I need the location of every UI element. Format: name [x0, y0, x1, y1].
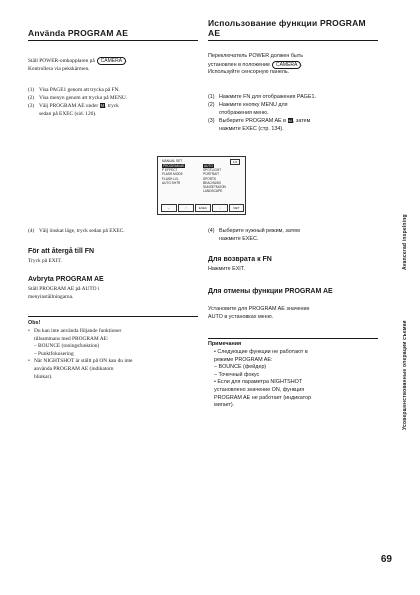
right-sub-cancel-line1: Установите для PROGRAM AE значение	[208, 306, 310, 312]
lcd-item[interactable]: AUTO SHTR	[162, 180, 181, 185]
lcd-item[interactable]: FLASH MODE	[162, 172, 183, 177]
left-note-line: tillsammans med PROGRAM AE:	[34, 335, 109, 342]
right-step-3-num: (3)	[208, 118, 215, 124]
lcd-options	[203, 164, 226, 193]
lcd-page-tag: 1/3	[230, 159, 240, 165]
left-step-3-num: (3)	[28, 103, 35, 109]
left-note-rule	[28, 316, 198, 317]
right-note-line: • Если для параметра NIGHTSHOT	[214, 379, 303, 386]
right-note-rule	[208, 338, 378, 339]
left-note-line: – Punktfokusering	[34, 350, 74, 357]
left-note-line: – BOUNCE (toningsfunktion)	[34, 343, 100, 350]
right-intro-line1: Переключатель POWER должен быть	[208, 53, 304, 59]
lcd-item[interactable]: FLASH LVL	[162, 176, 179, 181]
right-sub-cancel: Для отмены функции PROGRAM AE	[208, 288, 333, 295]
lcd-back-button[interactable]: ←	[161, 204, 177, 212]
right-step-3-text	[219, 118, 310, 126]
left-notes: • Du kan inte använda följande funktioner tillsammans med PROGRAM AE: – BOUNCE (toningsfunktion) – Punktfokusering • När NIGHTSHOT är ställt på ON kan du inte använda PROGRAM AE (indikatorn blinkar).	[28, 328, 133, 380]
left-sub-return-fn-text: Tryck på EXIT.	[28, 258, 62, 264]
left-note-title: Obs!	[28, 320, 41, 326]
left-step-4-text: Välj önskat läge, tryck sedan på EXEC.	[39, 228, 125, 234]
manual-set-menu-icon: M	[288, 118, 292, 124]
left-step-2-text: Visa menyn genom att trycka på MENU.	[39, 95, 128, 101]
lcd-option[interactable]: BEACH&SKI	[203, 180, 222, 185]
page-number: 69	[380, 554, 392, 565]
right-note-line: PROGRAM AE не работает (индикатор	[214, 394, 312, 401]
right-step-3-cont-text: нажмите EXEC (стр. 134).	[219, 126, 284, 132]
left-sub-cancel-line2: menyinställningarna.	[28, 293, 74, 300]
right-intro-line2: установлен в положение	[208, 61, 270, 68]
side-tab-russian: Усовершенствованные операции съемки	[402, 320, 408, 430]
right-step-3-text-a: Выберите PROGRAM AE в	[219, 118, 287, 124]
right-step-1-num: (1)	[208, 94, 215, 100]
right-note-line: установлено значение ON, функция	[214, 386, 305, 393]
left-step-1-num: (1)	[28, 87, 35, 93]
left-note-line: När NIGHTSHOT är ställt på ON kan du inte	[34, 358, 133, 365]
lcd-button-row	[161, 204, 242, 211]
side-tab-swedish: Avancerad inspelning	[402, 214, 408, 270]
right-note-line: режиме PROGRAM AE:	[214, 356, 273, 363]
lcd-option-auto[interactable]: AUTO	[204, 164, 213, 168]
left-step-4-num: (4)	[28, 228, 35, 234]
left-sub-cancel-text	[28, 286, 198, 301]
left-step-3-cont-text: sedan på EXEC (sid. 126).	[39, 111, 97, 117]
left-intro: Ställ POWER-omkopplaren på CAMERA . Kontrollera via pekskärmen.	[28, 58, 127, 72]
right-step-2-num: (2)	[208, 102, 215, 108]
left-step-1-text: Visa PAGE1 genom att trycka på FN.	[39, 87, 120, 93]
left-note-line: Du kan inte använda följande funktioner	[34, 328, 122, 334]
left-step-2-num: (2)	[28, 95, 35, 101]
right-camera-pill: CAMERA	[272, 61, 300, 69]
right-step-3-text-b: , затем	[292, 118, 311, 124]
right-step-4-cont-text: нажмите EXEC.	[219, 236, 259, 242]
left-title-rule	[28, 40, 198, 41]
lcd-option[interactable]: LANDSCAPE	[203, 189, 223, 194]
left-intro-line2: Kontrollera via pekskärmen.	[28, 65, 90, 72]
right-step-4-text: Выберите нужный режим, затем	[219, 228, 300, 234]
left-step-3-text	[39, 103, 119, 111]
lcd-down-button[interactable]: ↓	[212, 204, 228, 212]
lcd-menu-items	[162, 164, 185, 185]
right-step-1-text: Нажмите FN для отображения PAGE1.	[219, 94, 316, 100]
right-title-rule	[208, 40, 378, 41]
lcd-ret-button[interactable]: RET	[229, 204, 244, 212]
right-sub-cancel-text	[208, 306, 383, 321]
right-intro-line3: Используйте сенсорную панель.	[208, 69, 290, 76]
lcd-up-button[interactable]: ↑	[178, 204, 194, 212]
left-intro-line1: Ställ POWER-omkopplaren på	[28, 58, 95, 64]
lcd-item[interactable]: P EFFECT	[162, 168, 178, 173]
left-step-3-text-b: , tryck	[105, 103, 119, 109]
left-sub-cancel: Avbryta PROGRAM AE	[28, 276, 104, 283]
lcd-item-program-ae[interactable]: PROGRAM AE	[163, 164, 185, 168]
lcd-option[interactable]: SUNSETMOON	[203, 185, 226, 190]
manual-set-menu-icon: M	[100, 103, 105, 109]
right-sub-return-fn-text: Нажмите EXIT.	[208, 266, 245, 272]
right-sub-cancel-line2: AUTO в установках меню.	[208, 313, 274, 320]
right-note-line: • Следующие функции не работают в	[214, 349, 308, 355]
left-sub-cancel-line1: Ställ PROGRAM AE på AUTO i	[28, 286, 100, 292]
left-camera-pill: CAMERA	[97, 57, 125, 65]
left-sub-return-fn: För att återgå till FN	[28, 248, 95, 255]
right-title: Использование функции PROGRAM AE	[208, 18, 366, 38]
right-step-2-cont-text: отображения меню.	[219, 110, 269, 116]
left-note-line: blinkar).	[34, 373, 53, 380]
right-note-line: – Точечный фокус	[214, 371, 260, 378]
lcd-menu-screen	[157, 156, 246, 215]
left-note-line: använda PROGRAM AE (indikatorn	[34, 365, 114, 372]
lcd-option[interactable]: SPORTS	[203, 176, 217, 181]
lcd-option[interactable]: PORTRAIT	[203, 172, 220, 177]
left-title: Använda PROGRAM AE	[28, 28, 129, 38]
left-step-3-text-a: Välj PROGRAM AE under	[39, 103, 99, 109]
right-note-title: Примечания	[208, 341, 242, 347]
right-note-line: мигает).	[214, 402, 235, 409]
right-step-4-num: (4)	[208, 228, 215, 234]
right-notes	[208, 349, 383, 410]
lcd-header: MANUAL SET	[162, 159, 183, 163]
right-note-line: – BOUNCE (фейдер)	[214, 364, 267, 371]
right-sub-return-fn: Для возврата к FN	[208, 256, 272, 263]
right-step-2-text: Нажмите кнопку MENU для	[219, 102, 288, 108]
lcd-exec-button[interactable]: EXEC	[195, 204, 211, 212]
right-intro: Переключатель POWER должен быть установлен в положение CAMERA . Используйте сенсорную панель.	[208, 53, 304, 76]
lcd-option[interactable]: SPOTLIGHT	[203, 168, 222, 173]
